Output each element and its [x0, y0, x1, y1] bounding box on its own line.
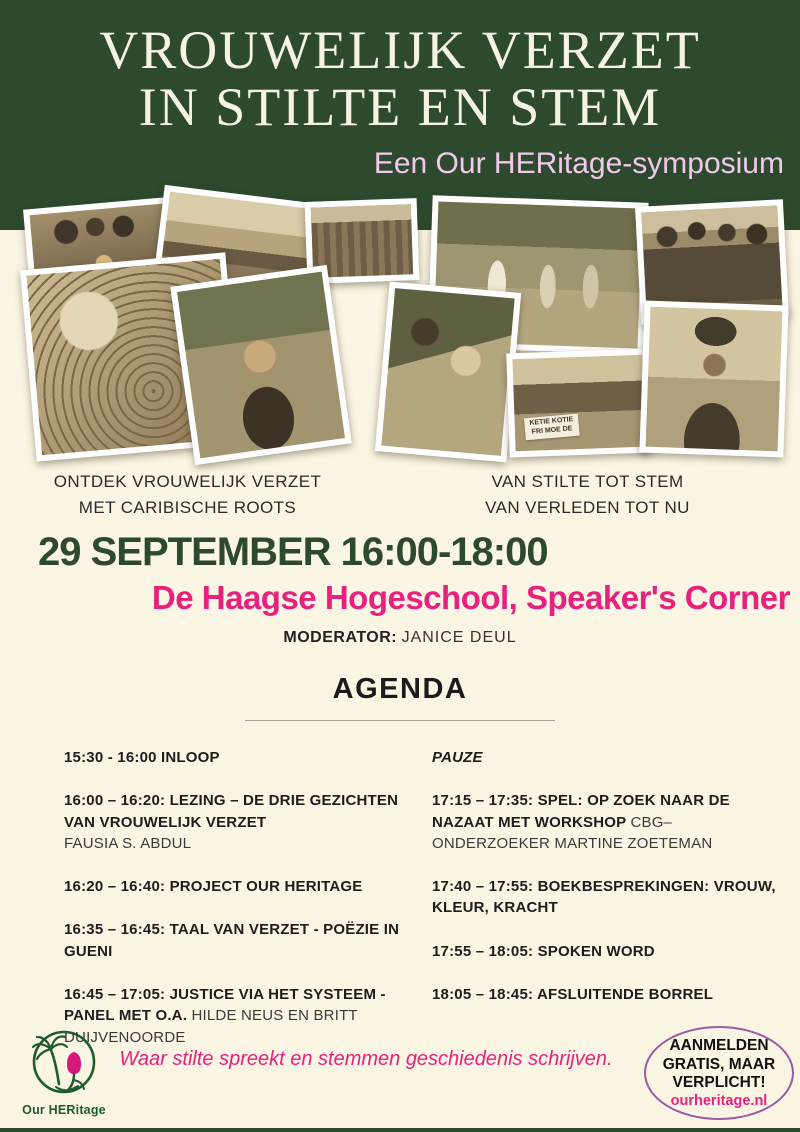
- badge-website-url: ourheritage.nl: [670, 1093, 768, 1110]
- agenda-column-left: [64, 747, 414, 1070]
- agenda-item: 17:40 – 17:55: BOEKBESPREKINGEN: VROUW, KLEUR, KRACHT: [432, 878, 776, 917]
- agenda-item: 16:00 – 16:20: LEZING – DE DRIE GEZICHTEN VAN VROUWELIJK VERZET FAUSIA S. ABDUL: [64, 792, 399, 852]
- agenda-item: 16:35 – 16:45: TAAL VAN VERZET - POËZIE IN GUENI: [64, 921, 400, 960]
- badge-line3: VERPLICHT!: [672, 1074, 766, 1092]
- footer: [0, 1026, 800, 1128]
- registration-badge: [644, 1026, 794, 1120]
- agenda-item: 15:30 - 16:00 INLOOP: [64, 749, 220, 766]
- collage-photo-woman-portrait: [170, 265, 352, 465]
- agenda-item: 16:20 – 16:40: PROJECT OUR HERITAGE: [64, 878, 363, 896]
- agenda-item: 16:45 – 17:05: JUSTICE VIA HET SYSTEEM - PANEL MET O.A. HILDE NEUS EN BRITT DUIJVENOORDE: [64, 986, 386, 1046]
- collage-photo-tram-parade: [506, 349, 652, 458]
- protest-banner: [524, 413, 580, 439]
- agenda-divider: [245, 720, 555, 721]
- header-banner: [0, 0, 800, 230]
- agenda-item: 18:05 – 18:45: AFSLUITENDE BORREL: [432, 986, 714, 1004]
- agenda-columns: [64, 747, 790, 1070]
- poster-title-line2: IN STILTE EN STEM: [138, 76, 662, 137]
- badge-line2: GRATIS, MAAR: [662, 1055, 776, 1073]
- photo-collage: [0, 203, 800, 455]
- photo-image: [646, 307, 783, 452]
- moderator-label: MODERATOR:: [283, 629, 398, 646]
- banner-line1: KETIE KOTIE: [529, 415, 574, 427]
- poster-title-line1: VROUWELIJK VERZET: [99, 20, 701, 80]
- event-location: De Haagse Hogeschool, Speaker's Corner: [151, 579, 790, 616]
- bottom-green-strip: [0, 1128, 800, 1132]
- logo-label: Our HERitage: [22, 1103, 106, 1117]
- logo-emblem-icon: [28, 1028, 100, 1100]
- photo-image: [381, 288, 514, 456]
- agenda-item: PAUZE: [432, 749, 483, 766]
- photo-image: [177, 272, 345, 459]
- poster-subtitle: Een Our HERitage-symposium: [373, 147, 784, 181]
- moderator-name: JANICE DEUL: [401, 629, 517, 646]
- photo-image: [512, 355, 645, 451]
- taglines-row: [0, 469, 800, 520]
- footer-quote: Waar stilte spreekt en stemmen geschiedenis schrijven.: [119, 1048, 613, 1070]
- tagline-left-line1: ONTDEK VROUWELIJK VERZET: [53, 472, 322, 491]
- event-datetime: 29 SEPTEMBER 16:00-18:00: [38, 530, 548, 574]
- collage-photo-young-girls: [375, 282, 521, 463]
- tagline-left-line2: MET CARIBISCHE ROOTS: [78, 497, 297, 517]
- tagline-left: [0, 469, 375, 520]
- agenda-heading: AGENDA: [332, 673, 468, 705]
- agenda-item: 17:55 – 18:05: SPOKEN WORD: [432, 942, 655, 960]
- tagline-right-line1: VAN STILTE TOT STEM: [491, 472, 684, 491]
- badge-line1: AANMELDEN: [669, 1036, 769, 1054]
- agenda-item: 17:15 – 17:35: SPEL: OP ZOEK NAAR DE NAZAAT MET WORKSHOP CBG–ONDERZOEKER MARTINE ZOETEMAN: [432, 792, 730, 852]
- tagline-right: [375, 469, 800, 520]
- collage-photo-woman-carrying-box: [639, 301, 788, 458]
- moderator-line: [0, 629, 800, 647]
- poster-title: [0, 22, 800, 135]
- agenda-column-right: [432, 747, 790, 1070]
- our-heritage-logo: [16, 1028, 112, 1117]
- tagline-right-line2: VAN VERLEDEN TOT NU: [485, 497, 690, 517]
- banner-line2: FRI MOE DE: [531, 424, 574, 436]
